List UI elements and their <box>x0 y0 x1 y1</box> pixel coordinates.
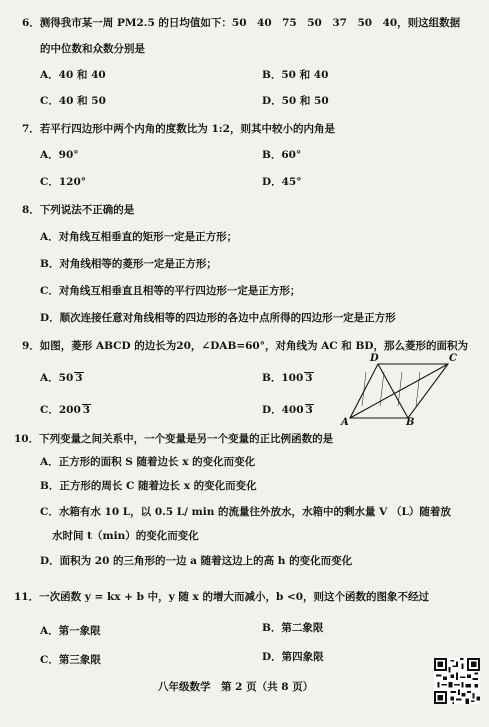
vertex-label-c: C <box>449 353 457 364</box>
q9-option-b: B．100 3 <box>262 372 313 384</box>
q7-stem: 7．若平行四边形中两个内角的度数比为 1:2，则其中较小的内角是 <box>22 123 335 135</box>
q10-option-a: A．正方形的面积 S 随着边长 x 的变化而变化 <box>40 456 256 468</box>
vertex-label-d: D <box>370 353 379 364</box>
q7-option-c: C．120° <box>40 176 87 188</box>
q7-option-a: A．90° <box>40 149 79 161</box>
vertex-label-a: A <box>341 417 349 426</box>
q10-option-b: B．正方形的周长 C 随着边长 x 的变化而变化 <box>40 480 257 492</box>
diagonal-ac <box>350 364 448 418</box>
q6-option-b: B．50 和 40 <box>262 69 329 81</box>
q6-stem-line1: 6．测得我市某一周 PM2.5 的日均值如下：50 40 75 50 37 50 40，则这组数据 <box>22 17 461 29</box>
q11-option-c: C．第三象限 <box>40 654 101 666</box>
q10-option-d: D．面积为 20 的三角形的一边 a 随着这边上的高 h 的变化而变化 <box>40 555 353 567</box>
q10-option-c-line1: C．水箱有水 10 L，以 0.5 L/ min 的流量往外放水，水箱中的剩水量 V （L）随着放 <box>40 506 451 518</box>
rhombus-figure <box>340 352 458 426</box>
q9-option-d: D．400 3 <box>262 404 313 416</box>
q8-option-b: B．对角线相等的菱形一定是正方形； <box>40 258 217 270</box>
q11-option-a: A．第一象限 <box>40 625 101 637</box>
q6-stem-line2: 的中位数和众数分别是 <box>40 43 145 55</box>
q10-option-c-line2: 水时间 t（min）的变化而变化 <box>52 530 199 542</box>
diagonal-bd <box>378 364 408 418</box>
q9-stem: 9．如图，菱形 ABCD 的边长为20，∠DAB=60°，对角线为 AC 和 BD，那么菱形的面积为 <box>22 340 468 352</box>
q10-stem: 10．下列变量之间关系中，一个变量是另一个变量的正比例函数的是 <box>14 433 334 445</box>
q6-option-a: A．40 和 40 <box>40 69 106 81</box>
q11-option-d: D．第四象限 <box>262 651 324 663</box>
page-footer: 八年级数学 第 2 页（共 8 页） <box>158 681 314 693</box>
q11-option-b: B．第二象限 <box>262 622 324 634</box>
hatch-line <box>416 372 420 406</box>
q9-option-a: A．50 3 <box>40 372 83 384</box>
q8-option-d: D．顺次连接任意对角线相等的四边形的各边中点所得的四边形一定是正方形 <box>40 312 396 324</box>
qr-code-icon <box>434 658 480 704</box>
q8-option-c: C．对角线互相垂直且相等的平行四边形一定是正方形； <box>40 285 301 297</box>
vertex-label-b: B <box>406 417 415 426</box>
q7-option-d: D．45° <box>262 176 302 188</box>
q8-stem: 8．下列说法不正确的是 <box>22 204 135 216</box>
q6-option-d: D．50 和 50 <box>262 95 329 107</box>
q7-option-b: B．60° <box>262 149 302 161</box>
q9-option-c: C．200 3 <box>40 404 91 416</box>
q11-stem: 11．一次函数 y = kx + b 中，y 随 x 的增大而减小，b <0，则这个函数的图象不经过 <box>14 591 430 603</box>
q6-option-c: C．40 和 50 <box>40 95 106 107</box>
q8-option-a: A．对角线互相垂直的矩形一定是正方形； <box>40 231 238 243</box>
hatch-line <box>398 372 402 406</box>
